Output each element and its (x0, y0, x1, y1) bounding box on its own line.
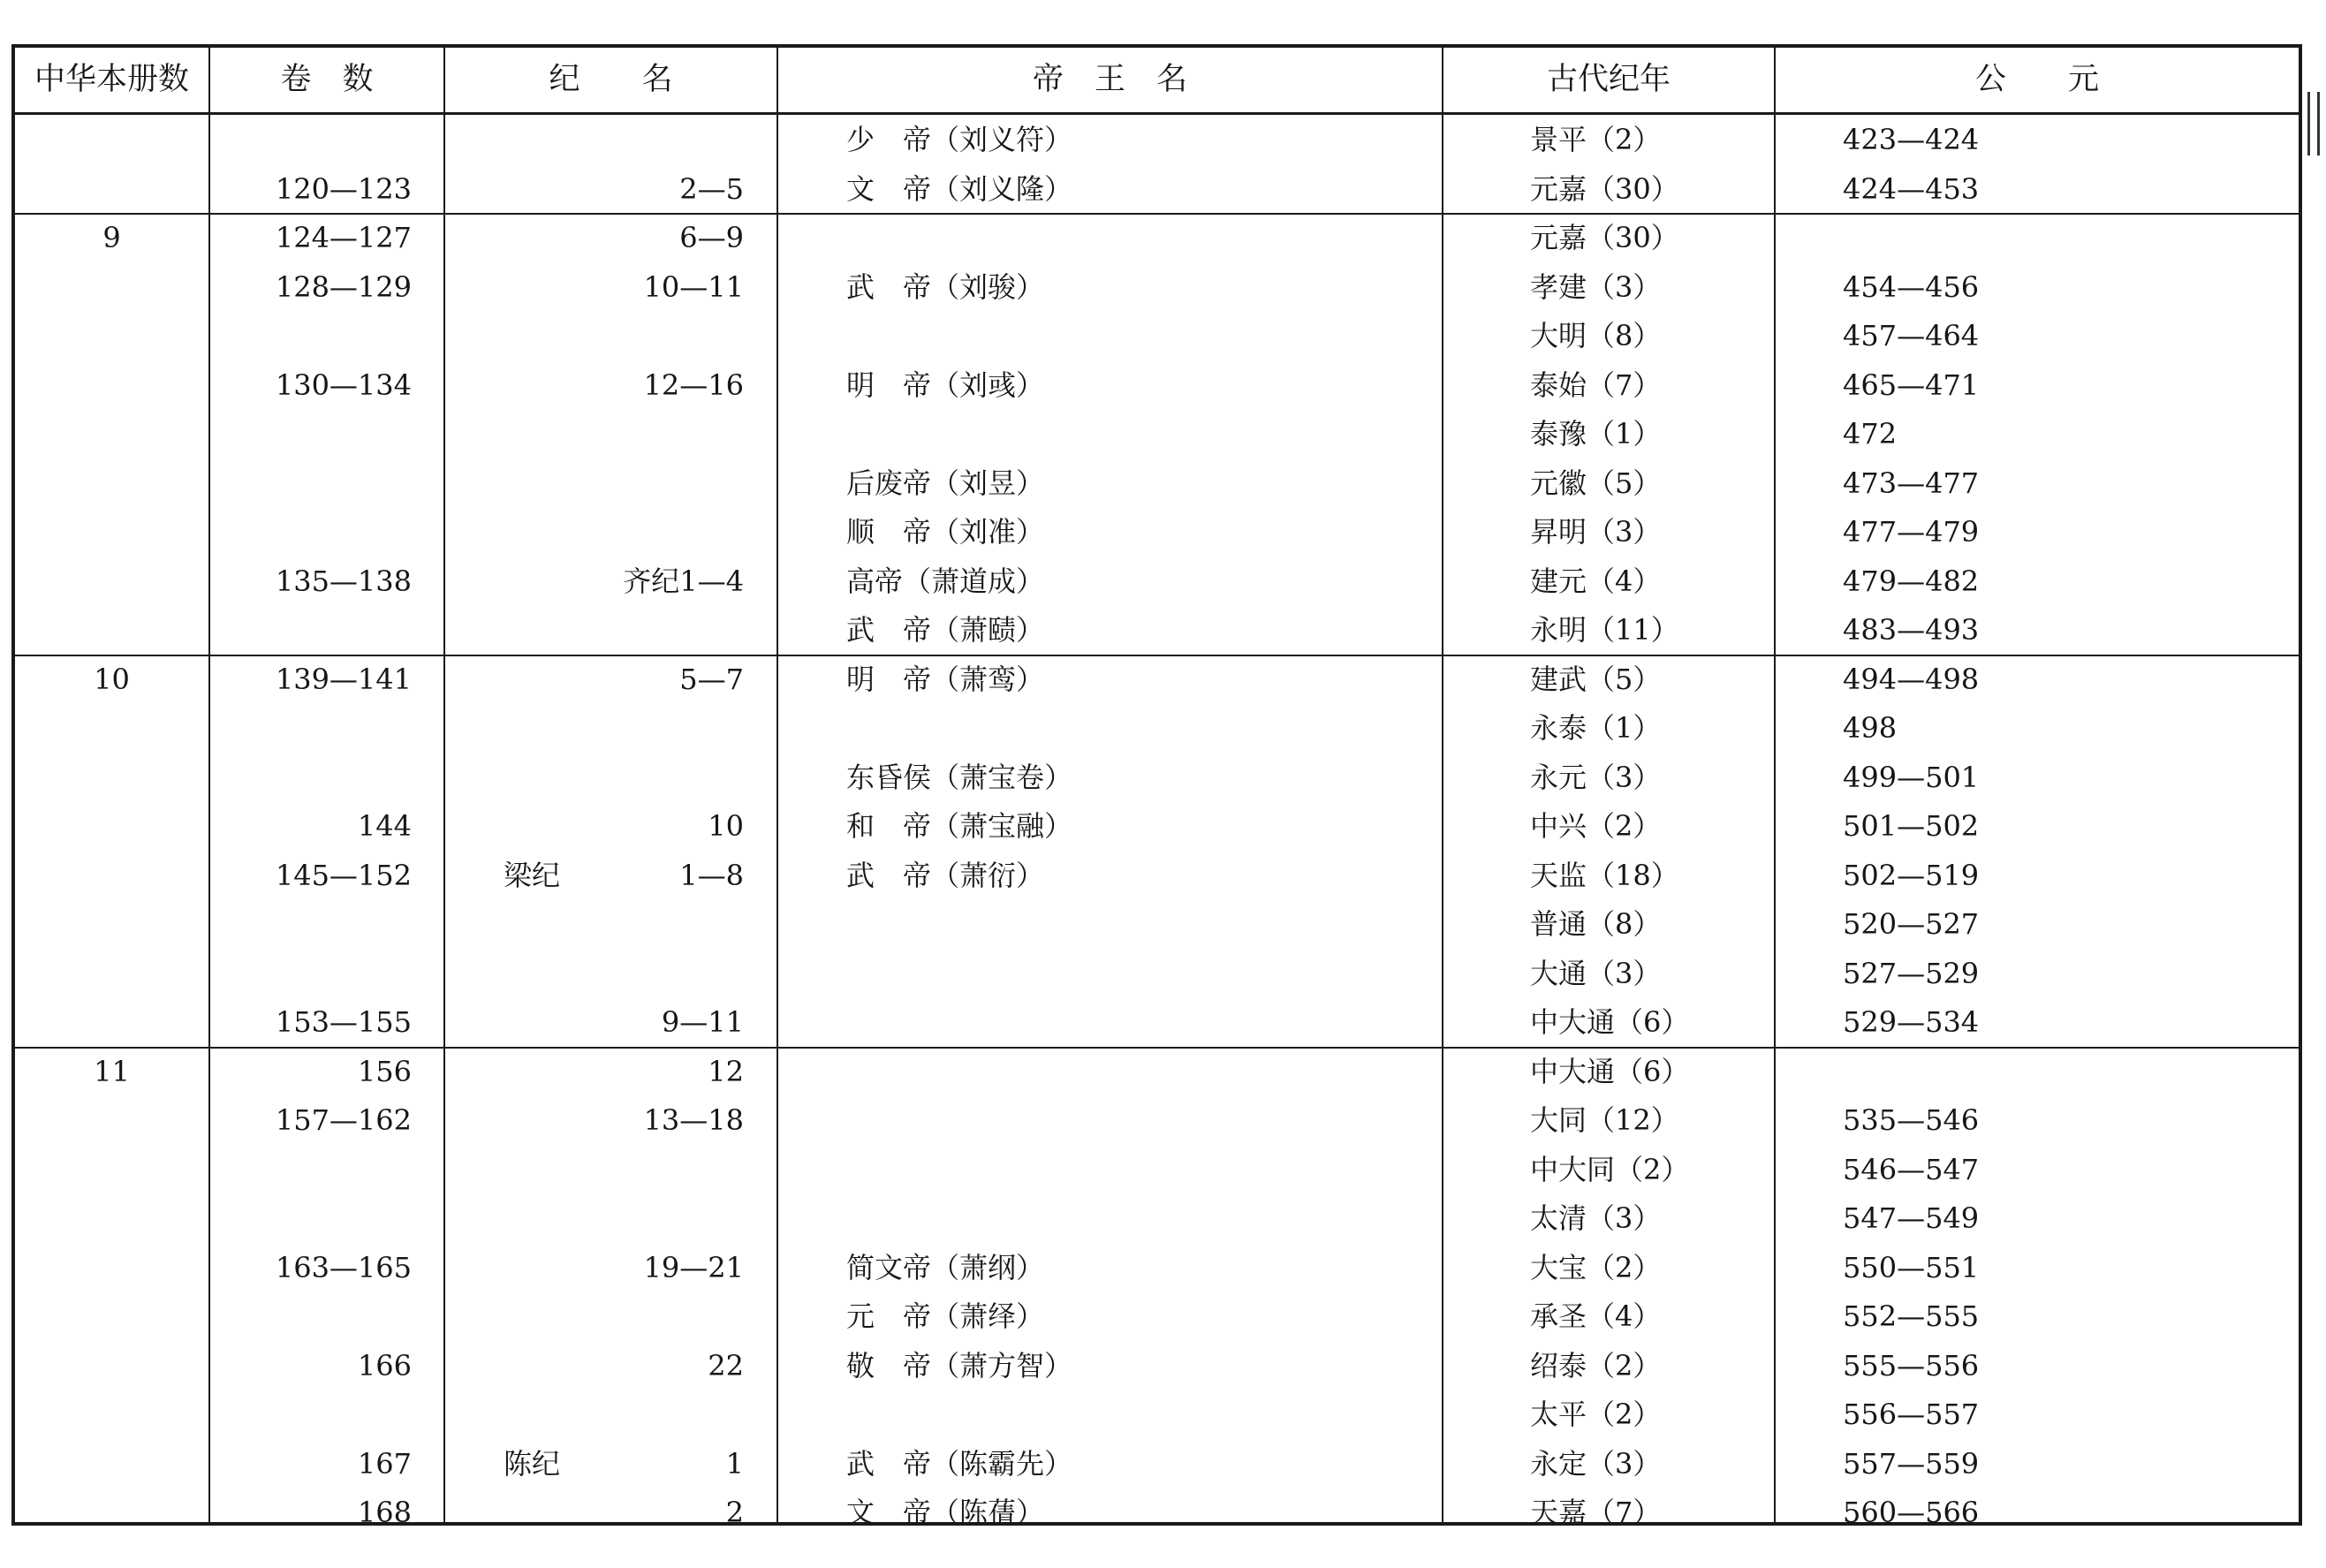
volume-cell: 10 (94, 663, 130, 696)
era-cell: 泰始（7） (1530, 368, 1662, 402)
header-volume: 中华本册数 (34, 62, 189, 97)
table-row (0, 1002, 2326, 1042)
page-edge-mark (2307, 92, 2320, 155)
table-row (0, 413, 2326, 454)
table-row (0, 217, 2326, 258)
era-cell: 大宝（2） (1530, 1251, 1662, 1284)
header-juan: 卷 数 (280, 62, 374, 97)
jiming-cell: 10—11 (643, 270, 744, 304)
emperor-cell: 和 帝（萧宝融） (846, 809, 1073, 843)
juan-cell: 120—123 (275, 172, 412, 206)
era-cell: 元嘉（30） (1530, 172, 1679, 206)
table-row (0, 953, 2326, 994)
emperor-cell: 敬 帝（萧方智） (846, 1349, 1073, 1382)
ad-cell: 501—502 (1843, 809, 1980, 843)
volume-cell: 11 (94, 1055, 130, 1088)
emperor-cell: 武 帝（刘骏） (846, 270, 1045, 304)
table-row (0, 757, 2326, 798)
emperor-cell: 明 帝（萧鸾） (846, 663, 1045, 696)
section-separator (11, 213, 2302, 215)
table-row (0, 1198, 2326, 1238)
emperor-cell: 后废帝（刘昱） (846, 466, 1045, 500)
era-cell: 永泰（1） (1530, 711, 1662, 745)
era-cell: 元徽（5） (1530, 466, 1662, 500)
era-cell: 永元（3） (1530, 761, 1662, 794)
juan-cell: 139—141 (275, 663, 412, 696)
jiming-cell: 19—21 (643, 1251, 744, 1284)
era-cell: 中大同（2） (1530, 1153, 1690, 1186)
table-row (0, 365, 2326, 405)
juan-cell: 167 (357, 1447, 412, 1481)
table-row (0, 1149, 2326, 1190)
table-row (0, 659, 2326, 700)
ad-cell: 498 (1843, 711, 1898, 745)
ad-cell: 465—471 (1843, 368, 1980, 402)
era-cell: 太平（2） (1530, 1398, 1662, 1431)
era-cell: 绍泰（2） (1530, 1349, 1662, 1382)
section-separator (11, 1047, 2302, 1049)
juan-cell: 135—138 (275, 564, 412, 598)
ad-cell: 547—549 (1843, 1201, 1980, 1235)
emperor-cell: 东昏侯（萧宝卷） (846, 761, 1073, 794)
era-cell: 建武（5） (1530, 663, 1662, 696)
emperor-cell: 武 帝（陈霸先） (846, 1447, 1073, 1481)
emperor-cell: 高帝（萧道成） (846, 564, 1045, 598)
jiming-cell: 12 (708, 1055, 744, 1088)
ad-cell: 472 (1843, 417, 1898, 451)
jiming-cell: 13—18 (643, 1103, 744, 1137)
ad-cell: 520—527 (1843, 907, 1980, 941)
ad-cell: 502—519 (1843, 859, 1980, 892)
ad-cell: 494—498 (1843, 663, 1980, 696)
volume-cell: 9 (102, 221, 121, 254)
table-row (0, 1296, 2326, 1337)
ad-cell: 457—464 (1843, 319, 1980, 352)
emperor-cell: 文 帝（刘义隆） (846, 172, 1073, 206)
era-cell: 天监（18） (1530, 859, 1679, 892)
ad-cell: 535—546 (1843, 1103, 1980, 1137)
ad-cell: 529—534 (1843, 1005, 1980, 1039)
era-cell: 孝建（3） (1530, 270, 1662, 304)
juan-cell: 168 (357, 1496, 412, 1529)
jiming-cell: 6—9 (679, 221, 744, 254)
juan-cell: 145—152 (275, 859, 412, 892)
ad-cell: 479—482 (1843, 564, 1980, 598)
header-ad: 公 元 (1974, 62, 2099, 97)
jiming-cell: 1 (725, 1447, 744, 1481)
ad-cell: 560—566 (1843, 1496, 1980, 1529)
jiming-cell: 9—11 (661, 1005, 744, 1039)
jiming-cell: 12—16 (643, 368, 744, 402)
era-cell: 永定（3） (1530, 1447, 1662, 1481)
era-cell: 元嘉（30） (1530, 221, 1679, 254)
ad-cell: 483—493 (1843, 613, 1980, 647)
jiming-cell: 2—5 (679, 172, 744, 206)
ji-prefix-cell: 陈纪 (504, 1447, 561, 1481)
table-row (0, 1247, 2326, 1288)
table-row (0, 511, 2326, 552)
jiming-cell: 5—7 (679, 663, 744, 696)
era-cell: 承圣（4） (1530, 1299, 1662, 1333)
era-cell: 中大通（6） (1530, 1055, 1690, 1088)
era-cell: 天嘉（7） (1530, 1496, 1662, 1529)
table-row (0, 561, 2326, 602)
juan-cell: 153—155 (275, 1005, 412, 1039)
era-cell: 中大通（6） (1530, 1005, 1690, 1039)
jiming-cell: 1—8 (679, 859, 744, 892)
jiming-cell: 2 (725, 1496, 744, 1529)
era-cell: 泰豫（1） (1530, 417, 1662, 451)
ad-cell: 556—557 (1843, 1398, 1980, 1431)
era-cell: 大明（8） (1530, 319, 1662, 352)
table-row (0, 1051, 2326, 1092)
ad-cell: 550—551 (1843, 1251, 1980, 1284)
era-cell: 普通（8） (1530, 907, 1662, 941)
juan-cell: 144 (357, 809, 412, 843)
table-row (0, 267, 2326, 307)
table-row (0, 1443, 2326, 1484)
ad-cell: 527—529 (1843, 957, 1980, 990)
table-row (0, 1492, 2326, 1533)
emperor-cell: 少 帝（刘义符） (846, 123, 1073, 156)
ad-cell: 557—559 (1843, 1447, 1980, 1481)
juan-cell: 166 (357, 1349, 412, 1382)
ad-cell: 499—501 (1843, 761, 1980, 794)
table-row (0, 1100, 2326, 1140)
juan-cell: 128—129 (275, 270, 412, 304)
emperor-cell: 顺 帝（刘准） (846, 515, 1045, 549)
table-row (0, 855, 2326, 896)
era-cell: 昇明（3） (1530, 515, 1662, 549)
table-row (0, 463, 2326, 504)
era-cell: 太清（3） (1530, 1201, 1662, 1235)
ad-cell: 552—555 (1843, 1299, 1980, 1333)
jiming-cell: 10 (708, 809, 744, 843)
emperor-cell: 元 帝（萧绎） (846, 1299, 1045, 1333)
table-row (0, 315, 2326, 356)
ji-prefix-cell: 梁纪 (504, 859, 561, 892)
jiming-cell: 22 (708, 1349, 744, 1382)
emperor-cell: 武 帝（萧衍） (846, 859, 1045, 892)
table-row (0, 169, 2326, 209)
emperor-cell: 明 帝（刘彧） (846, 368, 1045, 402)
table-row (0, 1394, 2326, 1435)
era-cell: 景平（2） (1530, 123, 1662, 156)
emperor-cell: 文 帝（陈蒨） (846, 1496, 1045, 1529)
era-cell: 永明（11） (1530, 613, 1679, 647)
era-cell: 大同（12） (1530, 1103, 1679, 1137)
header-jiming: 纪 名 (549, 62, 673, 97)
ad-cell: 454—456 (1843, 270, 1980, 304)
header-emperor: 帝 王 名 (1032, 62, 1187, 97)
table-row (0, 1345, 2326, 1386)
ad-cell: 477—479 (1843, 515, 1980, 549)
era-cell: 中兴（2） (1530, 809, 1662, 843)
table-row (0, 806, 2326, 846)
juan-cell: 157—162 (275, 1103, 412, 1137)
jiming-cell: 齐纪1—4 (623, 564, 744, 598)
juan-cell: 163—165 (275, 1251, 412, 1284)
ad-cell: 473—477 (1843, 466, 1980, 500)
table-row (0, 610, 2326, 650)
juan-cell: 156 (357, 1055, 412, 1088)
era-cell: 大通（3） (1530, 957, 1662, 990)
juan-cell: 124—127 (275, 221, 412, 254)
juan-cell: 130—134 (275, 368, 412, 402)
ad-cell: 424—453 (1843, 172, 1980, 206)
table-row (0, 119, 2326, 160)
table-row (0, 708, 2326, 748)
era-cell: 建元（4） (1530, 564, 1662, 598)
table-row (0, 904, 2326, 944)
ad-cell: 555—556 (1843, 1349, 1980, 1382)
emperor-cell: 武 帝（萧赜） (846, 613, 1045, 647)
ad-cell: 546—547 (1843, 1153, 1980, 1186)
ad-cell: 423—424 (1843, 123, 1980, 156)
header-era: 古代纪年 (1546, 62, 1671, 97)
section-separator (11, 655, 2302, 656)
emperor-cell: 简文帝（萧纲） (846, 1251, 1045, 1284)
header-separator (11, 112, 2302, 115)
